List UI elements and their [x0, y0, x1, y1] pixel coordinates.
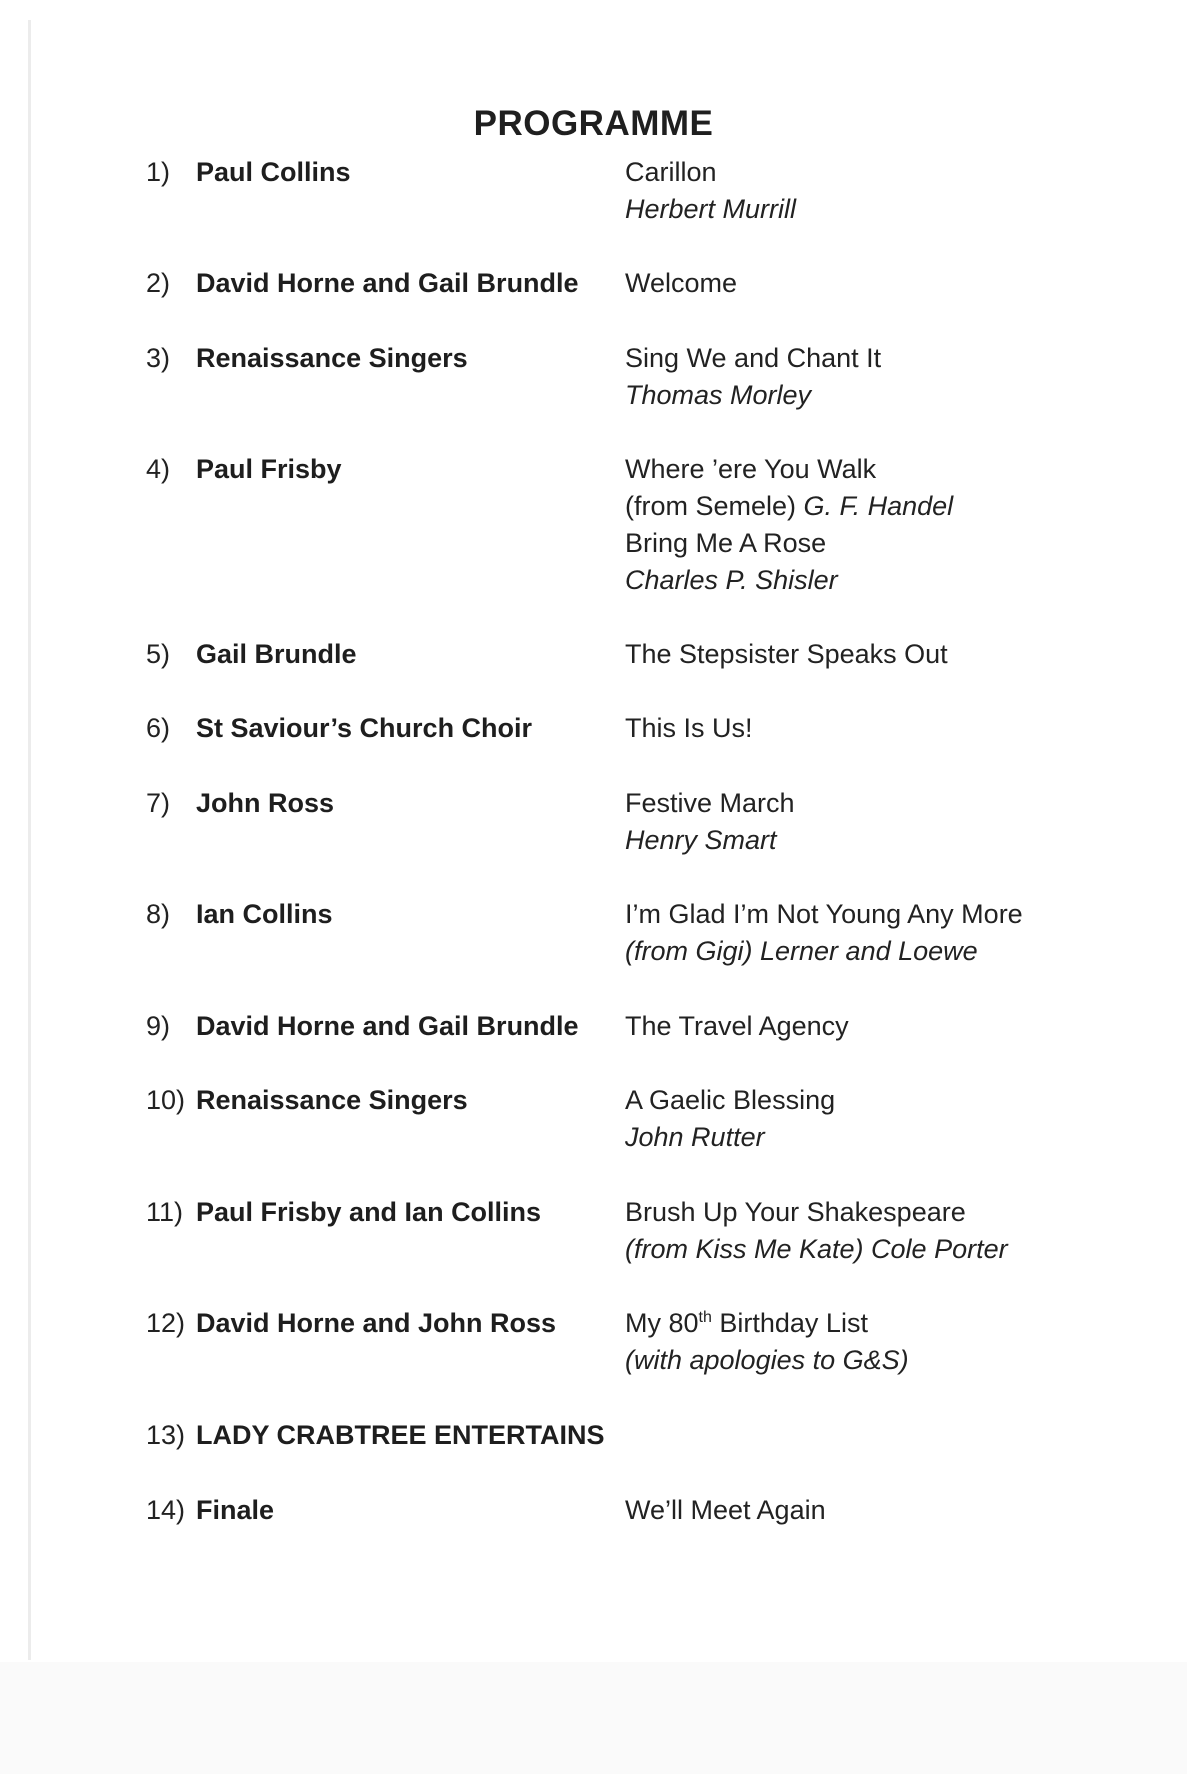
piece-title: Welcome [625, 268, 738, 298]
piece-title: Brush Up Your Shakespeare [625, 1197, 966, 1227]
performer-name: Paul Frisby and Ian Collins [196, 1197, 542, 1227]
item-number: 9) [146, 1011, 171, 1041]
scan-edge-line [28, 20, 31, 1660]
performer-name: David Horne and John Ross [196, 1308, 557, 1338]
piece-list [625, 1008, 849, 1045]
piece-title: My 80 [625, 1308, 699, 1338]
piece-list [625, 451, 953, 599]
piece-title: A Gaelic Blessing [625, 1085, 836, 1115]
piece-list [625, 265, 737, 302]
piece-title-rest: Birthday List [711, 1308, 868, 1338]
performer-name: Paul Frisby [196, 454, 342, 484]
piece-title: Festive March [625, 788, 795, 818]
item-number: 8) [146, 899, 171, 929]
piece-title: Bring Me A Rose [625, 528, 827, 558]
performer-name: Gail Brundle [196, 639, 357, 669]
piece-composer: Thomas Morley [625, 380, 812, 410]
item-number: 2) [146, 268, 171, 298]
item-number: 3) [146, 343, 171, 373]
performer-name: David Horne and Gail Brundle [196, 268, 579, 298]
piece-list [625, 1194, 1008, 1268]
piece-list [625, 636, 948, 673]
piece-list [625, 896, 1023, 970]
item-number: 14) [146, 1495, 186, 1525]
piece-list [625, 710, 753, 747]
performer-name: Renaissance Singers [196, 343, 468, 373]
piece-list [625, 154, 796, 228]
piece-title: The Stepsister Speaks Out [625, 639, 948, 669]
piece-composer: John Rutter [625, 1122, 765, 1152]
item-number: 13) [146, 1420, 186, 1450]
performer-name: LADY CRABTREE ENTERTAINS [196, 1420, 605, 1450]
piece-title: Sing We and Chant It [625, 343, 882, 373]
piece-composer: (from Kiss Me Kate) Cole Porter [625, 1234, 1008, 1264]
item-number: 10) [146, 1085, 186, 1115]
piece-title: I’m Glad I’m Not Young Any More [625, 899, 1023, 929]
piece-list [625, 340, 881, 414]
performer-name: Ian Collins [196, 899, 333, 929]
performer-name: David Horne and Gail Brundle [196, 1011, 579, 1041]
item-number: 1) [146, 157, 171, 187]
performer-name: Finale [196, 1495, 275, 1525]
performer-name: Paul Collins [196, 157, 351, 187]
piece-composer: Charles P. Shisler [625, 565, 838, 595]
piece-title: This Is Us! [625, 713, 753, 743]
piece-composer: G. F. Handel [803, 491, 954, 521]
piece-title: The Travel Agency [625, 1011, 849, 1041]
piece-composer: Henry Smart [625, 825, 777, 855]
piece-title: Carillon [625, 157, 717, 187]
piece-list [625, 1082, 835, 1156]
item-number: 12) [146, 1308, 186, 1338]
piece-list [625, 1305, 909, 1379]
item-number: 7) [146, 788, 171, 818]
piece-composer: Herbert Murrill [625, 194, 797, 224]
piece-note: (with apologies to G&S) [625, 1345, 909, 1375]
scan-footer-shade [0, 1662, 1187, 1774]
piece-title: Where ’ere You Walk [625, 454, 877, 484]
piece-list [625, 1492, 826, 1529]
item-number: 4) [146, 454, 171, 484]
ordinal-suffix: th [698, 1309, 712, 1326]
item-number: 5) [146, 639, 171, 669]
performer-name: John Ross [196, 788, 335, 818]
piece-title: We’ll Meet Again [625, 1495, 826, 1525]
item-number: 11) [146, 1197, 184, 1227]
piece-composer: (from Gigi) Lerner and Loewe [625, 936, 978, 966]
piece-list [625, 785, 795, 859]
piece-title-line [625, 1305, 909, 1342]
performer-name: Renaissance Singers [196, 1085, 468, 1115]
item-number: 6) [146, 713, 171, 743]
page-title: PROGRAMME [473, 104, 714, 143]
performer-name: St Saviour’s Church Choir [196, 713, 533, 743]
piece-source: (from Semele) [625, 491, 804, 521]
piece-source-line [625, 488, 953, 525]
